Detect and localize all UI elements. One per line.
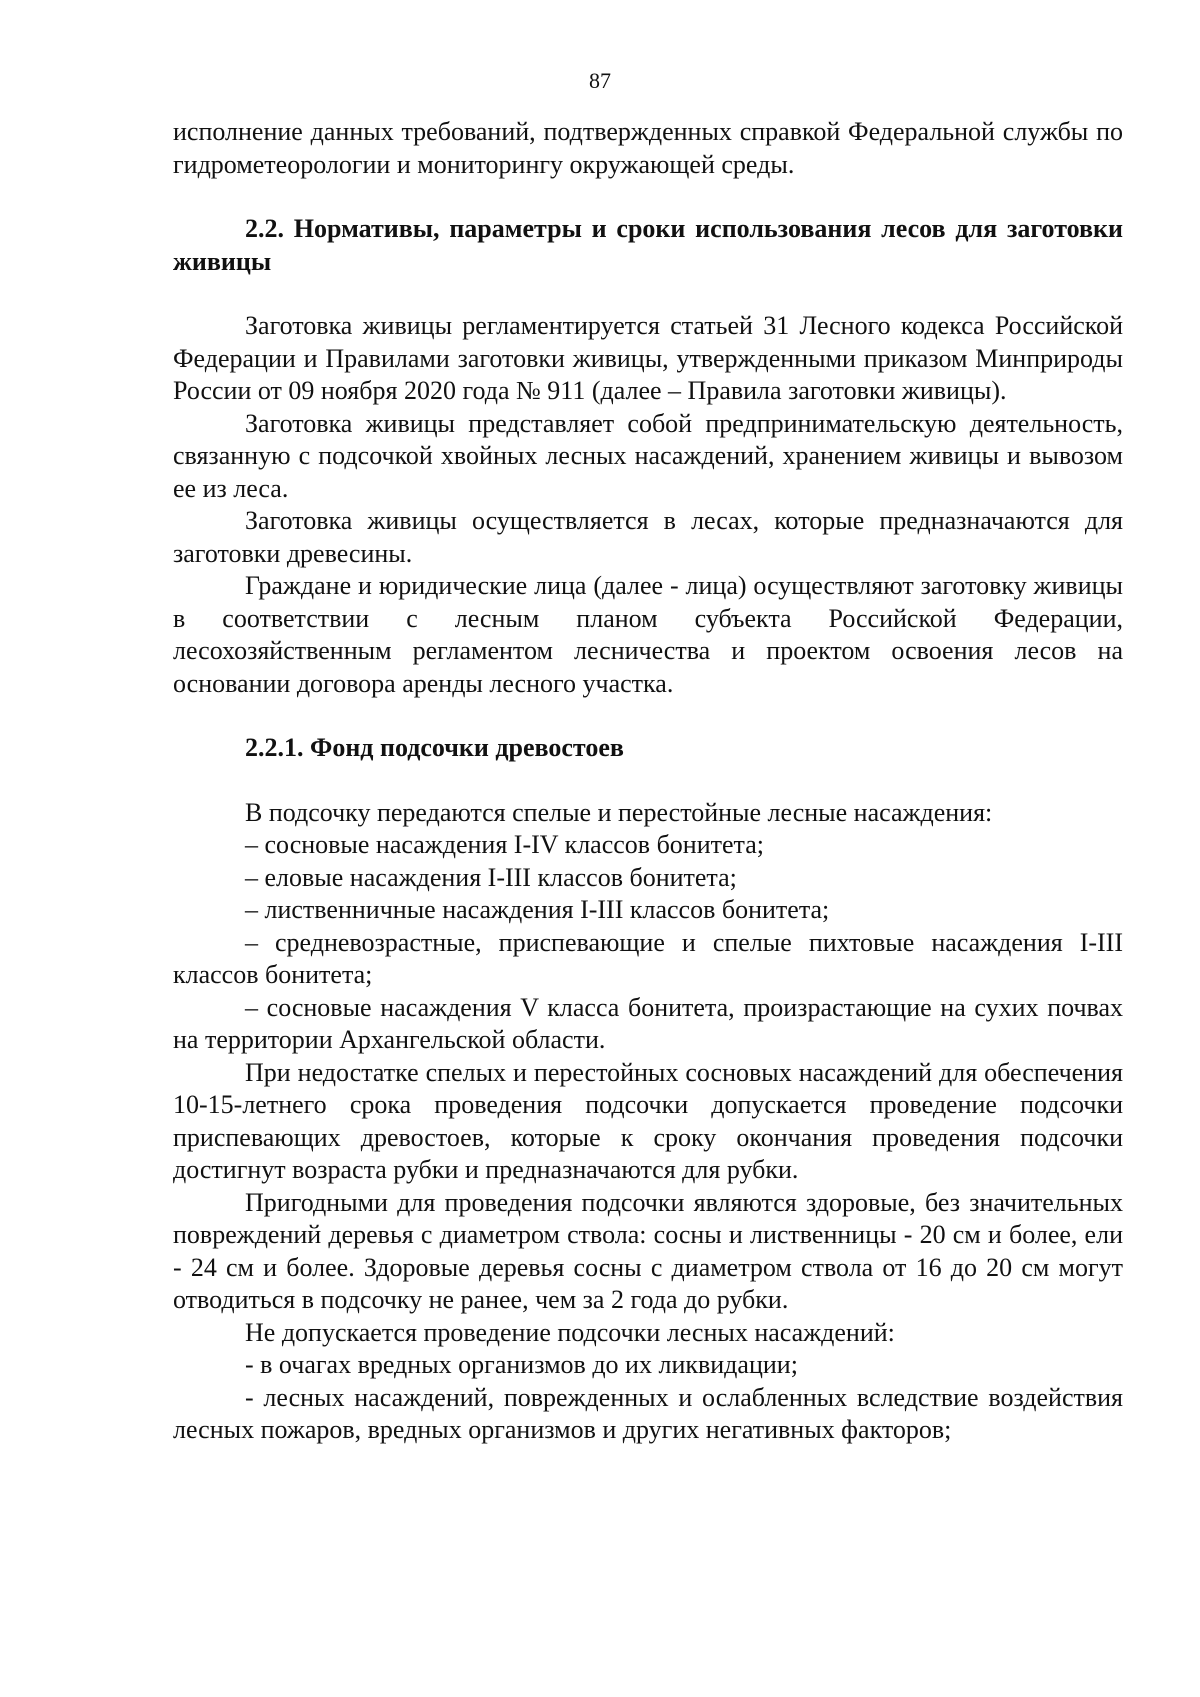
list-item: - лесных насаждений, поврежденных и ослабленных вследствие воздействия лесных пожаров, вредных организмов и других негативных факторов;	[173, 1382, 1123, 1444]
list-item: – средневозрастные, приспевающие и спелые пихтовые насаждения I-III классов бонитета;	[173, 927, 1123, 989]
list-item: – сосновые насаждения V класса бонитета, произрастающие на сухих почвах на территории Архангельской области.	[173, 992, 1123, 1054]
list-intro: В подсочку передаются спелые и перестойные лесные насаждения:	[245, 797, 993, 827]
paragraph: Пригодными для проведения подсочки являются здоровые, без значительных повреждений деревья с диаметром ствола: сосны и лиственницы - 20 см и более, ели - 24 см и более. Здоровые деревья сосны с диаметром ствола от 16 до 20 см могут отводиться в подсочку не ранее, чем за 2 года до рубки.	[173, 1187, 1123, 1314]
paragraph: Заготовка живицы представляет собой предпринимательскую деятельность, связанную с подсочкой хвойных лесных насаждений, хранением живицы и вывозом ее из леса.	[173, 408, 1123, 503]
paragraph: Заготовка живицы осуществляется в лесах, которые предназначаются для заготовки древесины.	[173, 506, 1123, 568]
intro-continuation: исполнение данных требований, подтвержденных справкой Федеральной службы по гидрометеорологии и мониторингу окружающей среды.	[173, 117, 1123, 179]
list-item: – еловые насаждения I-III классов бонитета;	[245, 862, 737, 892]
paragraph: Граждане и юридические лица (далее - лица) осуществляют заготовку живицы в соответствии с лесным планом субъекта Российской Федерации, лесохозяйственным регламентом лесничества и проектом освоения лесов на основании договора аренды лесного участка.	[173, 571, 1123, 698]
document-body	[173, 116, 1123, 1447]
paragraph: Не допускается проведение подсочки лесных насаждений:	[245, 1317, 895, 1347]
section-heading-2-2: 2.2. Нормативы, параметры и сроки использования лесов для заготовки живицы	[173, 214, 1123, 276]
paragraph: При недостатке спелых и перестойных сосновых насаждений для обеспечения 10-15-летнего срока проведения подсочки допускается проведение подсочки приспевающих древостоев, которые к сроку окончания проведения подсочки достигнут возраста рубки и предназначаются для рубки.	[173, 1057, 1123, 1184]
list-item: – лиственничные насаждения I-III классов бонитета;	[245, 895, 830, 924]
paragraph: Заготовка живицы регламентируется статьей 31 Лесного кодекса Российской Федерации и Правилами заготовки живицы, утвержденными приказом Минприроды России от 09 ноября 2020 года № 911 (далее – Правила заготовки живицы).	[173, 311, 1123, 405]
section-heading-2-2-1: 2.2.1. Фонд подсочки древостоев	[245, 733, 624, 762]
list-item: – сосновые насаждения I-IV классов бонитета;	[245, 830, 764, 859]
list-item: - в очагах вредных организмов до их ликвидации;	[245, 1350, 798, 1379]
page-number: 87	[589, 68, 611, 93]
